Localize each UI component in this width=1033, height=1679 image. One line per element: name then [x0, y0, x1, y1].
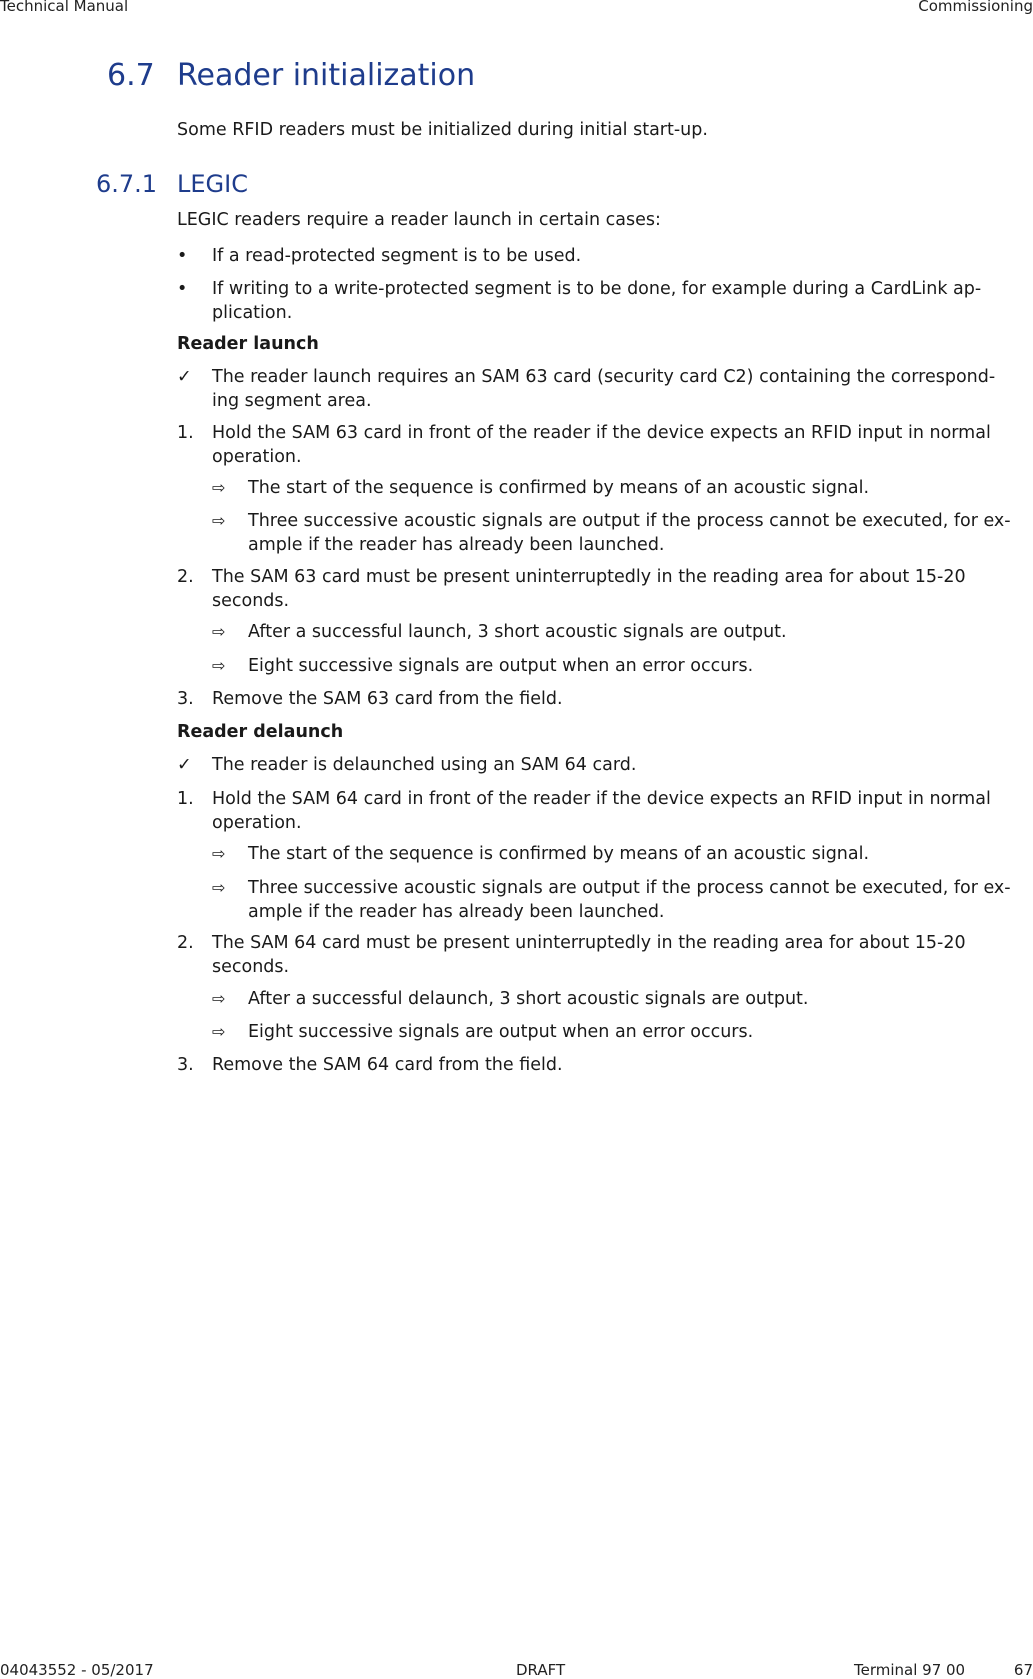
- prerequisite: [177, 365, 1033, 413]
- step: [177, 687, 1033, 711]
- step-text: Hold the SAM 63 card in front of the reader if the device expects an RFID input in normal: [212, 423, 991, 443]
- step-number: 1.: [177, 789, 194, 809]
- subsection-title: LEGIC: [177, 170, 248, 198]
- step-text-cont: operation.: [212, 813, 302, 833]
- header-right: Commissioning: [918, 0, 1033, 15]
- subsection-number: 6.7.1: [96, 170, 158, 198]
- step-text-cont: operation.: [212, 447, 302, 467]
- result-arrow-icon: ⇨: [212, 844, 226, 863]
- result-text-cont: ample if the reader has already been launched.: [248, 535, 665, 555]
- result-text: Eight successive signals are output when an error occurs.: [248, 656, 754, 676]
- step: [177, 421, 1033, 469]
- step-number: 2.: [177, 933, 194, 953]
- bullet-text: If a read-protected segment is to be used.: [212, 246, 582, 266]
- result: [177, 1020, 1033, 1044]
- section-heading: [107, 58, 475, 93]
- result-arrow-icon: ⇨: [212, 478, 226, 497]
- list-item: [177, 277, 1033, 325]
- step: [177, 1053, 1033, 1077]
- check-icon: ✓: [177, 367, 192, 387]
- result-arrow-icon: ⇨: [212, 878, 226, 897]
- result-text: After a successful delaunch, 3 short acoustic signals are output.: [248, 989, 809, 1009]
- step-text: Hold the SAM 64 card in front of the reader if the device expects an RFID input in normal: [212, 789, 991, 809]
- result-arrow-icon: ⇨: [212, 622, 226, 641]
- step-number: 1.: [177, 423, 194, 443]
- prerequisite: [177, 753, 1033, 777]
- subsection-heading: [96, 170, 248, 198]
- section-number: 6.7: [107, 58, 155, 93]
- result-arrow-icon: ⇨: [212, 511, 226, 530]
- result: [177, 476, 1033, 500]
- result-text: The start of the sequence is confirmed by means of an acoustic signal.: [248, 478, 870, 498]
- delaunch-heading: Reader delaunch: [177, 722, 344, 742]
- step-number: 2.: [177, 567, 194, 587]
- footer-status: DRAFT: [516, 1661, 566, 1679]
- result: [177, 876, 1033, 924]
- step-text: The SAM 64 card must be present uninterruptedly in the reading area for about 15-20: [212, 933, 966, 953]
- list-item: [177, 244, 1033, 268]
- result-arrow-icon: ⇨: [212, 656, 226, 675]
- section-title: Reader initialization: [177, 58, 476, 93]
- result: [177, 987, 1033, 1011]
- footer-product: Terminal 97 00: [854, 1661, 966, 1679]
- footer-page-number: 67: [1013, 1661, 1033, 1679]
- result: [177, 620, 1033, 644]
- section-intro: Some RFID readers must be initialized during initial start-up.: [177, 120, 708, 140]
- bullet-marker: •: [177, 279, 188, 299]
- step-number: 3.: [177, 689, 194, 709]
- prerequisite-text: The reader launch requires an SAM 63 card (security card C2) containing the correspond-: [212, 367, 996, 387]
- step-number: 3.: [177, 1055, 194, 1075]
- subsection-intro: LEGIC readers require a reader launch in certain cases:: [177, 210, 661, 230]
- result-arrow-icon: ⇨: [212, 1022, 226, 1041]
- prerequisite-text: The reader is delaunched using an SAM 64 card.: [212, 755, 637, 775]
- bullet-text: If writing to a write-protected segment is to be done, for example during a CardLink ap-: [212, 279, 982, 299]
- result-text: Eight successive signals are output when an error occurs.: [248, 1022, 754, 1042]
- result-text: Three successive acoustic signals are output if the process cannot be executed, for ex-: [248, 878, 1011, 898]
- step-text-cont: seconds.: [212, 591, 290, 611]
- bullet-text-cont: plication.: [212, 303, 293, 323]
- step: [177, 931, 1033, 979]
- prerequisite-text-cont: ing segment area.: [212, 391, 372, 411]
- result: [177, 509, 1033, 557]
- result-arrow-icon: ⇨: [212, 989, 226, 1008]
- bullet-marker: •: [177, 246, 188, 266]
- step-text: Remove the SAM 63 card from the field.: [212, 689, 563, 709]
- check-icon: ✓: [177, 755, 192, 775]
- step-text-cont: seconds.: [212, 957, 290, 977]
- step-text: The SAM 63 card must be present uninterruptedly in the reading area for about 15-20: [212, 567, 966, 587]
- launch-heading: Reader launch: [177, 334, 319, 354]
- step-text: Remove the SAM 64 card from the field.: [212, 1055, 563, 1075]
- step: [177, 565, 1033, 613]
- result-text: The start of the sequence is confirmed by means of an acoustic signal.: [248, 844, 870, 864]
- footer-doc-id: 04043552 - 05/2017: [0, 1661, 154, 1679]
- result: [177, 654, 1033, 678]
- result-text: After a successful launch, 3 short acoustic signals are output.: [248, 622, 787, 642]
- result-text: Three successive acoustic signals are output if the process cannot be executed, for ex-: [248, 511, 1011, 531]
- step: [177, 787, 1033, 835]
- header-left: Technical Manual: [0, 0, 129, 15]
- result-text-cont: ample if the reader has already been launched.: [248, 902, 665, 922]
- result: [177, 842, 1033, 866]
